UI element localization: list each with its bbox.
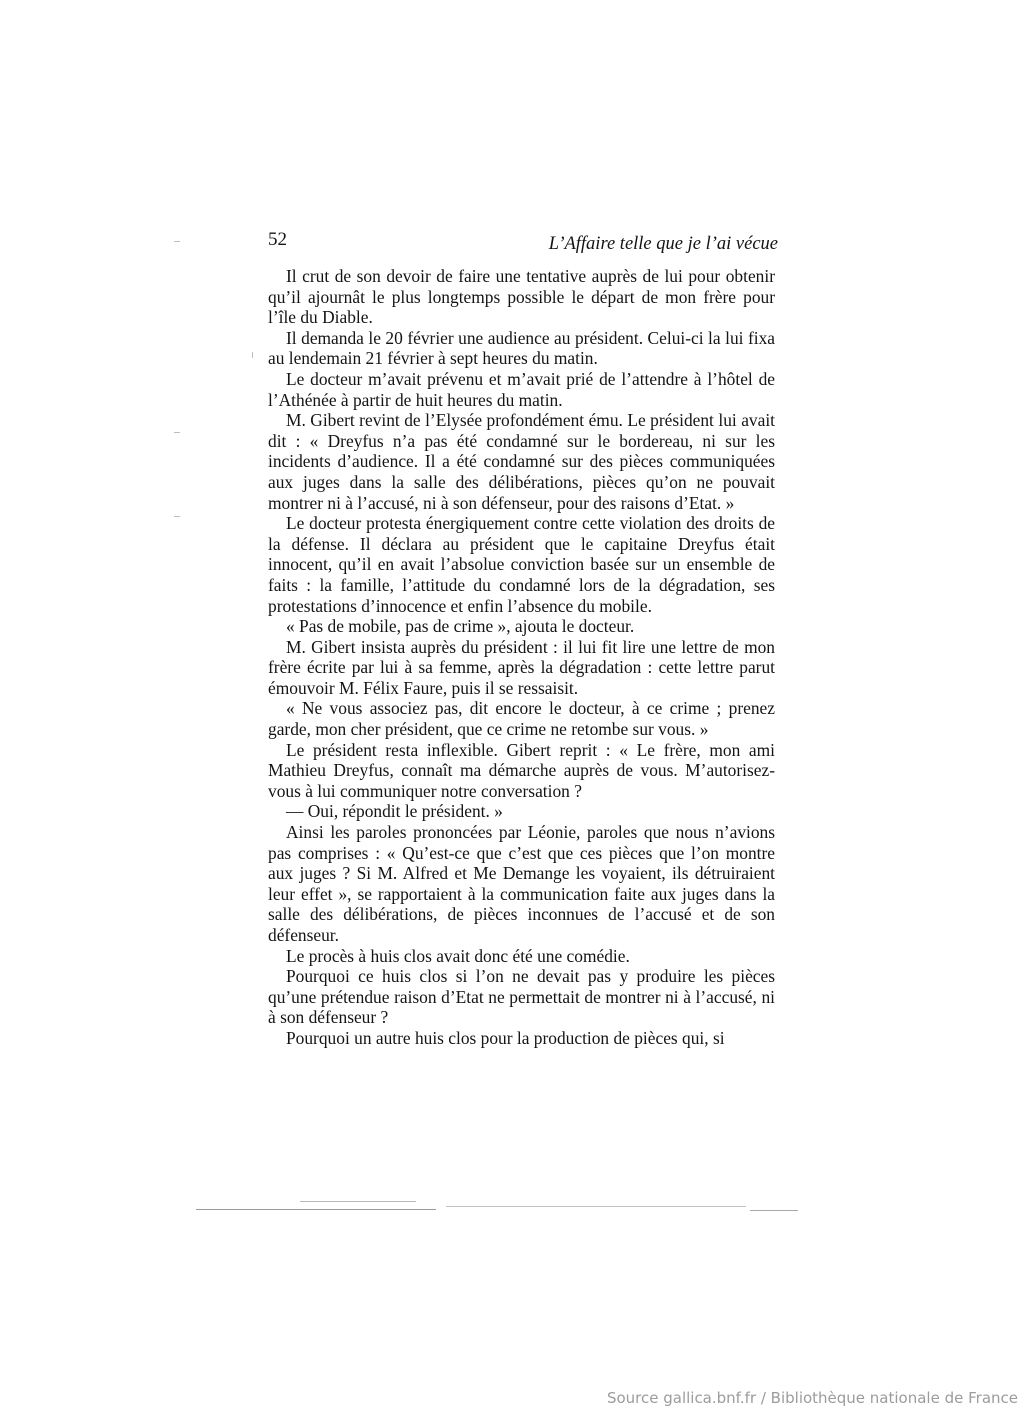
scan-mark [174, 241, 180, 242]
paragraph: Le docteur m’avait prévenu et m’avait prié de l’attendre à l’hôtel de l’Athénée à partir de huit heures du matin. [268, 368, 775, 410]
paragraph: Le procès à huis clos avait donc été une comédie. [286, 945, 630, 966]
paragraph: M. Gibert revint de l’Elysée profondément ému. Le président lui avait dit : « Dreyfus n’a pas été condamné sur le bordereau, ni sur les incidents d’audience. Il a été condamné sur des pièces communiquées aux juges dans la salle des délibérations, pièces qu’on ne pouvait montrer ni à l’accusé, ni à son défenseur, pour des raisons d’Etat. » [268, 410, 775, 513]
paragraph: Le président resta inflexible. Gibert reprit : « Le frère, mon ami Mathieu Dreyfus, connaît ma démarche auprès de vous. M’autorisez-vous à lui communiquer notre conversation ? [268, 739, 775, 801]
running-head: L’Affaire telle que je l’ai vécue [548, 234, 778, 254]
paragraph: Pourquoi ce huis clos si l’on ne devait pas y produire les pièces qu’une prétendue raison d’Etat ne permettait de montrer ni à l’accusé, ni à son défenseur ? [268, 966, 775, 1028]
source-credit: Source gallica.bnf.fr / Bibliothèque nationale de France [606, 1389, 1018, 1407]
paragraph: Il crut de son devoir de faire une tentative auprès de lui pour obtenir qu’il ajournât le plus longtemps possible le départ de mon frère pour l’île du Diable. [268, 266, 775, 328]
paragraph: Il demanda le 20 février une audience au président. Celui-ci la lui fixa au lendemain 21 février à sept heures du matin. [268, 327, 775, 369]
paragraph: « Pas de mobile, pas de crime », ajouta le docteur. [286, 616, 635, 637]
paragraph: M. Gibert insista auprès du président : il lui fit lire une lettre de mon frère écrite par lui à sa femme, après la dégradation : cette lettre parut émouvoir M. Félix Faure, puis il se ressaisit. [268, 636, 775, 698]
scan-mark [174, 516, 180, 517]
scan-mark [252, 352, 253, 358]
footer-rule [300, 1201, 416, 1202]
footer-rule [446, 1206, 746, 1207]
footer-rule [196, 1209, 436, 1210]
footer-rule [750, 1210, 798, 1211]
paragraph: — Oui, répondit le président. » [286, 801, 503, 822]
page-number: 52 [268, 229, 287, 250]
paragraph: Pourquoi un autre huis clos pour la production de pièces qui, si [286, 1027, 725, 1048]
paragraph: « Ne vous associez pas, dit encore le docteur, à ce crime ; prenez garde, mon cher président, que ce crime ne retombe sur vous. » [268, 698, 775, 740]
body-text [268, 266, 775, 1049]
scan-mark [174, 432, 180, 433]
paragraph: Le docteur protesta énergiquement contre cette violation des droits de la défense. Il déclara au président que le capitaine Dreyfus était innocent, qu’il en avait l’absolue conviction basée sur un ensemble de faits : la famille, l’attitude du condamné lors de la dégradation, ses protestations d’innocence et enfin l’absence du mobile. [268, 513, 775, 616]
paragraph: Ainsi les paroles prononcées par Léonie, paroles que nous n’avions pas comprises : « Qu’est-ce que c’est que ces pièces que l’on montre aux juges ? Si M. Alfred et Me Demange les voyaient, ils détruiraient leur effet », se rapportaient à la communication faite aux juges dans la salle des délibérations, de pièces inconnues de l’accusé et de son défenseur. [268, 822, 775, 945]
